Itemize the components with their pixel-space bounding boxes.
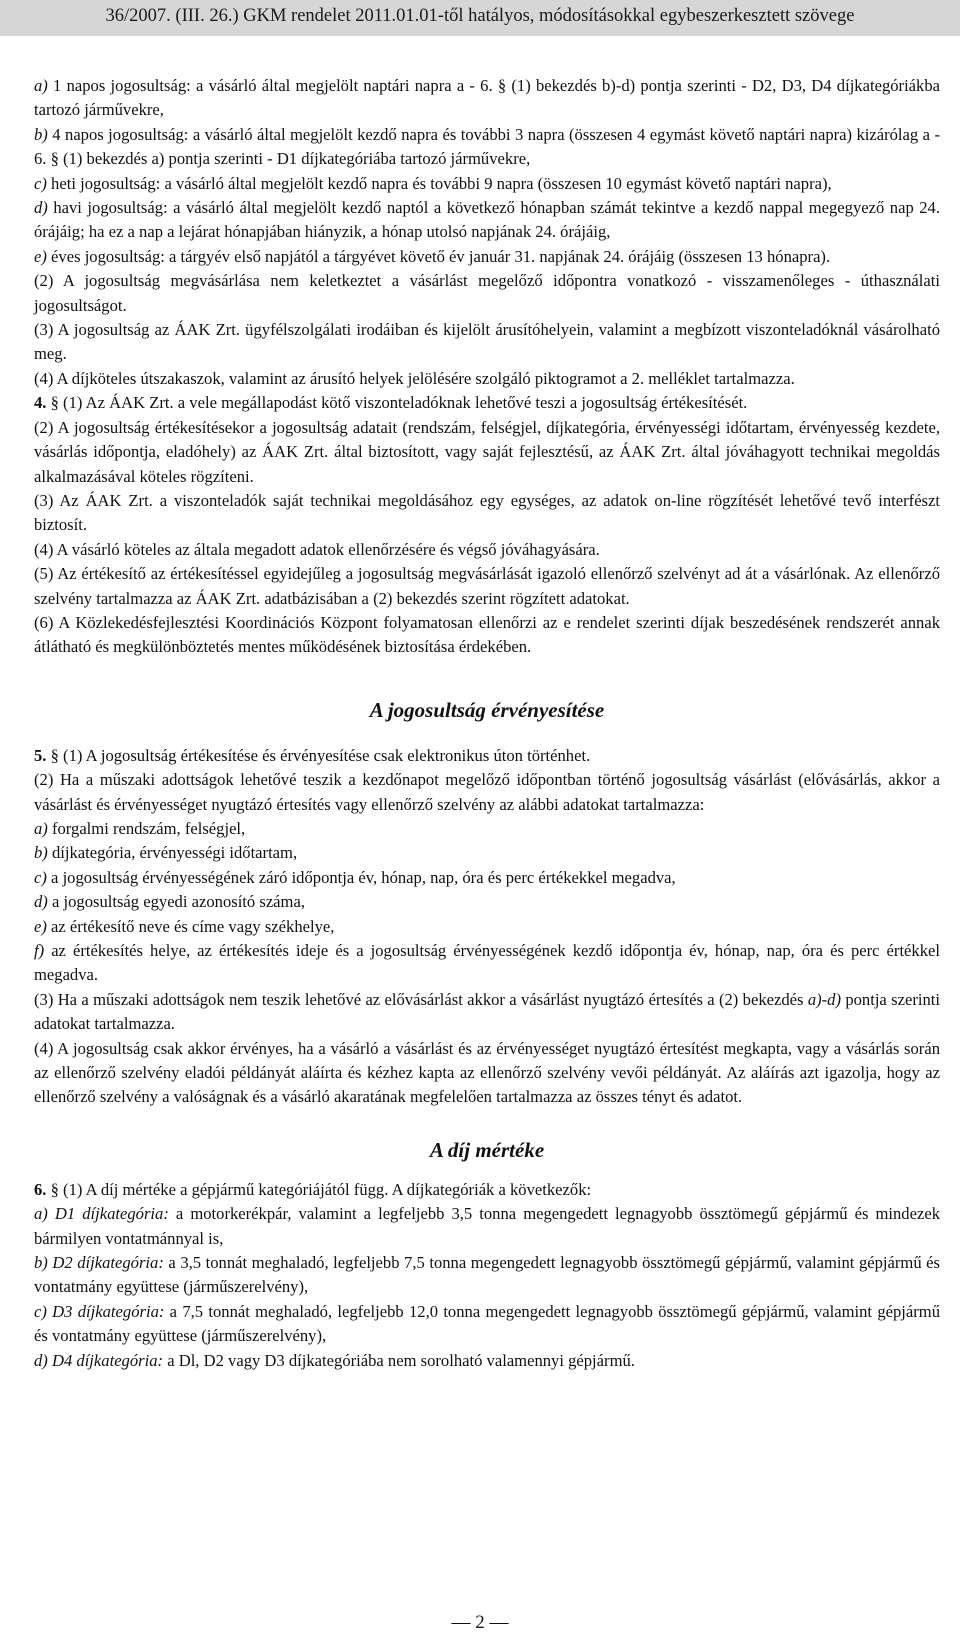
list-item bbox=[34, 1349, 940, 1373]
list-item bbox=[34, 939, 940, 988]
item-label: e) bbox=[34, 246, 47, 266]
paragraph: (6) A Közlekedésfejlesztési Koordinációs Központ folyamatosan ellenőrzi az e rendelet szerinti díjak beszedésének rendszerét annak átlátható és megkülönböztetés mentes működésének biztosítása érdekében. bbox=[34, 612, 940, 657]
paragraph-text: § (1) A díj mértéke a gépjármű kategóriájától függ. A díjkategóriák a következők: bbox=[46, 1179, 592, 1199]
item-label: b) D2 díjkategória: bbox=[34, 1253, 164, 1273]
paragraph: (2) A jogosultság megvásárlása nem keletkeztet a vásárlást megelőző időpontra vonatkozó - visszamenőleges - úthasználati jogosultságot. bbox=[34, 271, 940, 315]
item-label: a) bbox=[34, 818, 48, 838]
section-heading: A díj mértéke bbox=[429, 1137, 545, 1162]
item-text: a Dl, D2 vagy D3 díjkategóriába nem sorolható valamennyi gépjármű. bbox=[163, 1350, 635, 1370]
list-item bbox=[34, 1251, 940, 1300]
paragraph-text: éves jogosultság: a tárgyév első napjától a tárgyévet követő év január 31. napjának 24. órájáig (összesen 13 hónapra). bbox=[46, 246, 831, 266]
paragraph-text: pontja szerinti adatokat tartalmazza. bbox=[34, 989, 940, 1034]
paragraph-text: havi jogosultság: a vásárló által megjelölt kezdő naptól a következő hónapban számát tekintve a kezdő nappal megegyező nap 24. órájáig; ha ez a nap a lejárat hónapjában hiányzik, a hónap utolsó napjának 24. órájáig, bbox=[34, 198, 940, 242]
paragraph-text: § (1) Az ÁAK Zrt. a vele megállapodást kötő viszonteladóknak lehetővé teszi a jogosultság értékesítését. bbox=[46, 393, 748, 413]
item-text: a jogosultság egyedi azonosító száma, bbox=[47, 892, 305, 912]
item-label: c) bbox=[34, 867, 47, 887]
item-text: díjkategória, érvényességi időtartam, bbox=[47, 843, 298, 863]
item-label: a) D1 díjkategória: bbox=[34, 1204, 169, 1224]
section-heading: A jogosultság érvényesítése bbox=[369, 697, 605, 722]
item-label: d) D4 díjkategória: bbox=[34, 1350, 164, 1370]
item-text: forgalmi rendszám, felségjel, bbox=[47, 818, 246, 838]
item-label: b) bbox=[34, 124, 48, 144]
item-label: a) bbox=[34, 76, 48, 95]
section-number: 4. bbox=[34, 393, 47, 413]
paragraph: (4) A jogosultság csak akkor érvényes, ha a vásárló a vásárlást és az érvényességet nyugtázó értesítést megkapta, vagy a vásárlás során az ellenőrző szelvény eladói példányát aláírta és kézhez kapta az ellenőrző szelvény vevői példányát. Az aláírás azt igazolja, hogy az ellenőrző szelvény a valóságnak és a vásárló akaratának megfelelően tartalmazza az összes tényt és adatot. bbox=[34, 1038, 940, 1107]
item-text: a jogosultság érvényességének záró időpontja év, hónap, nap, óra és perc értékekkel megadva, bbox=[46, 867, 676, 887]
paragraph bbox=[34, 391, 940, 415]
item-text: az értékesítés helye, az értékesítés ideje és a jogosultság érvényességének kezdő időpontja év, hónap, nap, óra és perc értékkel megadva. bbox=[34, 941, 940, 985]
page-number: — 2 — bbox=[451, 1612, 509, 1633]
item-label: b) bbox=[34, 843, 48, 863]
paragraph bbox=[34, 123, 940, 172]
paragraph: (5) Az értékesítő az értékesítéssel egyidejűleg a jogosultság megvásárlását igazoló ellenőrző szelvényt ad át a vásárlónak. Az ellenőrző szelvény tartalmazza az ÁAK Zrt. adatbázisában a (2) bekezdés szerint rögzített adatokat. bbox=[34, 564, 940, 608]
item-label: f) bbox=[34, 941, 45, 960]
document-body bbox=[34, 74, 940, 1373]
paragraph bbox=[34, 245, 940, 269]
paragraph bbox=[34, 988, 940, 1037]
section-number: 5. bbox=[34, 745, 47, 765]
paragraph-text: (3) Ha a műszaki adottságok nem teszik lehetővé az elővásárlást akkor a vásárlást nyugtázó értesítés a (2) bekezdés bbox=[34, 989, 808, 1009]
item-text: a motorkerékpár, valamint a legfeljebb 3,5 tonna megengedett legnagyobb össztömegű gépjármű és mindezek bármilyen vontatmánnyal is, bbox=[34, 1204, 940, 1248]
item-label: d) bbox=[34, 892, 48, 912]
item-label: c) D3 díjkategória: bbox=[34, 1301, 165, 1321]
paragraph bbox=[34, 1178, 940, 1202]
paragraph: (4) A vásárló köteles az általa megadott adatok ellenőrzésére és végső jóváhagyására. bbox=[34, 539, 600, 559]
item-label: c) bbox=[34, 173, 47, 193]
item-label: d) bbox=[34, 198, 48, 218]
paragraph bbox=[34, 744, 940, 768]
item-text: a 7,5 tonnát meghaladó, legfeljebb 12,0 tonna megengedett legnagyobb össztömegű gépjármű, valamint gépjármű és vontatmány együttese (járműszerelvény), bbox=[34, 1301, 940, 1346]
paragraph-text: heti jogosultság: a vásárló által megjelölt kezdő napra és további 9 napra (összesen 10 egymást követő naptári napra), bbox=[46, 173, 832, 193]
paragraph: (2) A jogosultság értékesítésekor a jogosultság adatait (rendszám, felségjel, díjkategória, érvényességi időtartam, érvényesség kezdete, vásárlás időpontja, eladóhely) az ÁAK Zrt. által biztosított, vagy saját fejlesztésű, az ÁAK Zrt. által jóváhagyott technikai megoldás alkalmazásával köteles rögzíteni. bbox=[34, 417, 940, 486]
paragraph-text: 1 napos jogosultság: a vásárló által megjelölt naptári napra a - 6. § (1) bekezdés b)-d) pontja szerinti - D2, D3, D4 díjkategóriákba tartozó járművekre, bbox=[34, 76, 940, 120]
paragraph-text: § (1) A jogosultság értékesítése és érvényesítése csak elektronikus úton történhet. bbox=[46, 745, 591, 765]
paragraph: (2) Ha a műszaki adottságok lehetővé teszik a kezdőnapot megelőző időpontban történő jogosultság vásárlást (elővásárlás, akkor a vásárlást és érvényességet nyugtázó értesítés vagy ellenőrző szelvény az alábbi adatokat tartalmazza: bbox=[34, 770, 940, 814]
item-text: az értékesítő neve és címe vagy székhelye, bbox=[46, 916, 335, 936]
paragraph bbox=[34, 172, 940, 196]
paragraph: (3) A jogosultság az ÁAK Zrt. ügyfélszolgálati irodáiban és kijelölt árusítóhelyein, valamint a megbízott viszonteladóknál vásárolható meg. bbox=[34, 320, 940, 364]
list-item bbox=[34, 915, 940, 939]
item-label: e) bbox=[34, 916, 47, 936]
paragraph: (4) A díjköteles útszakaszok, valamint az árusító helyek jelölésére szolgáló piktogramot a 2. melléklet tartalmazza. bbox=[34, 368, 795, 388]
paragraph: (3) Az ÁAK Zrt. a viszonteladók saját technikai megoldásához egy egységes, az adatok on-line rögzítését lehetővé tevő interfészt biztosít. bbox=[34, 490, 940, 535]
section-number: 6. bbox=[34, 1179, 47, 1199]
item-reference: a)-d) bbox=[807, 989, 841, 1009]
list-item bbox=[34, 1202, 940, 1251]
item-text: a 3,5 tonnát meghaladó, legfeljebb 7,5 tonna megengedett legnagyobb össztömegű gépjármű, valamint gépjármű és vontatmány együttese (járműszerelvény), bbox=[34, 1253, 941, 1297]
page-header: 36/2007. (III. 26.) GKM rendelet 2011.01.01-től hatályos, módosításokkal egybeszerkesztett szövege bbox=[0, 0, 960, 36]
page-number-value: 2 bbox=[475, 1612, 485, 1633]
paragraph-text: 4 napos jogosultság: a vásárló által megjelölt kezdő napra és további 3 napra (összesen 4 egymást követő naptári napra) kizárólag a - 6. § (1) bekezdés a) pontja szerinti - D1 díjkategóriába tartozó járművekre, bbox=[34, 124, 940, 169]
paragraph bbox=[34, 74, 940, 123]
paragraph bbox=[34, 196, 940, 245]
list-item bbox=[34, 866, 940, 890]
list-item bbox=[34, 817, 940, 841]
list-item bbox=[34, 890, 940, 914]
list-item bbox=[34, 841, 940, 865]
list-item bbox=[34, 1300, 940, 1349]
